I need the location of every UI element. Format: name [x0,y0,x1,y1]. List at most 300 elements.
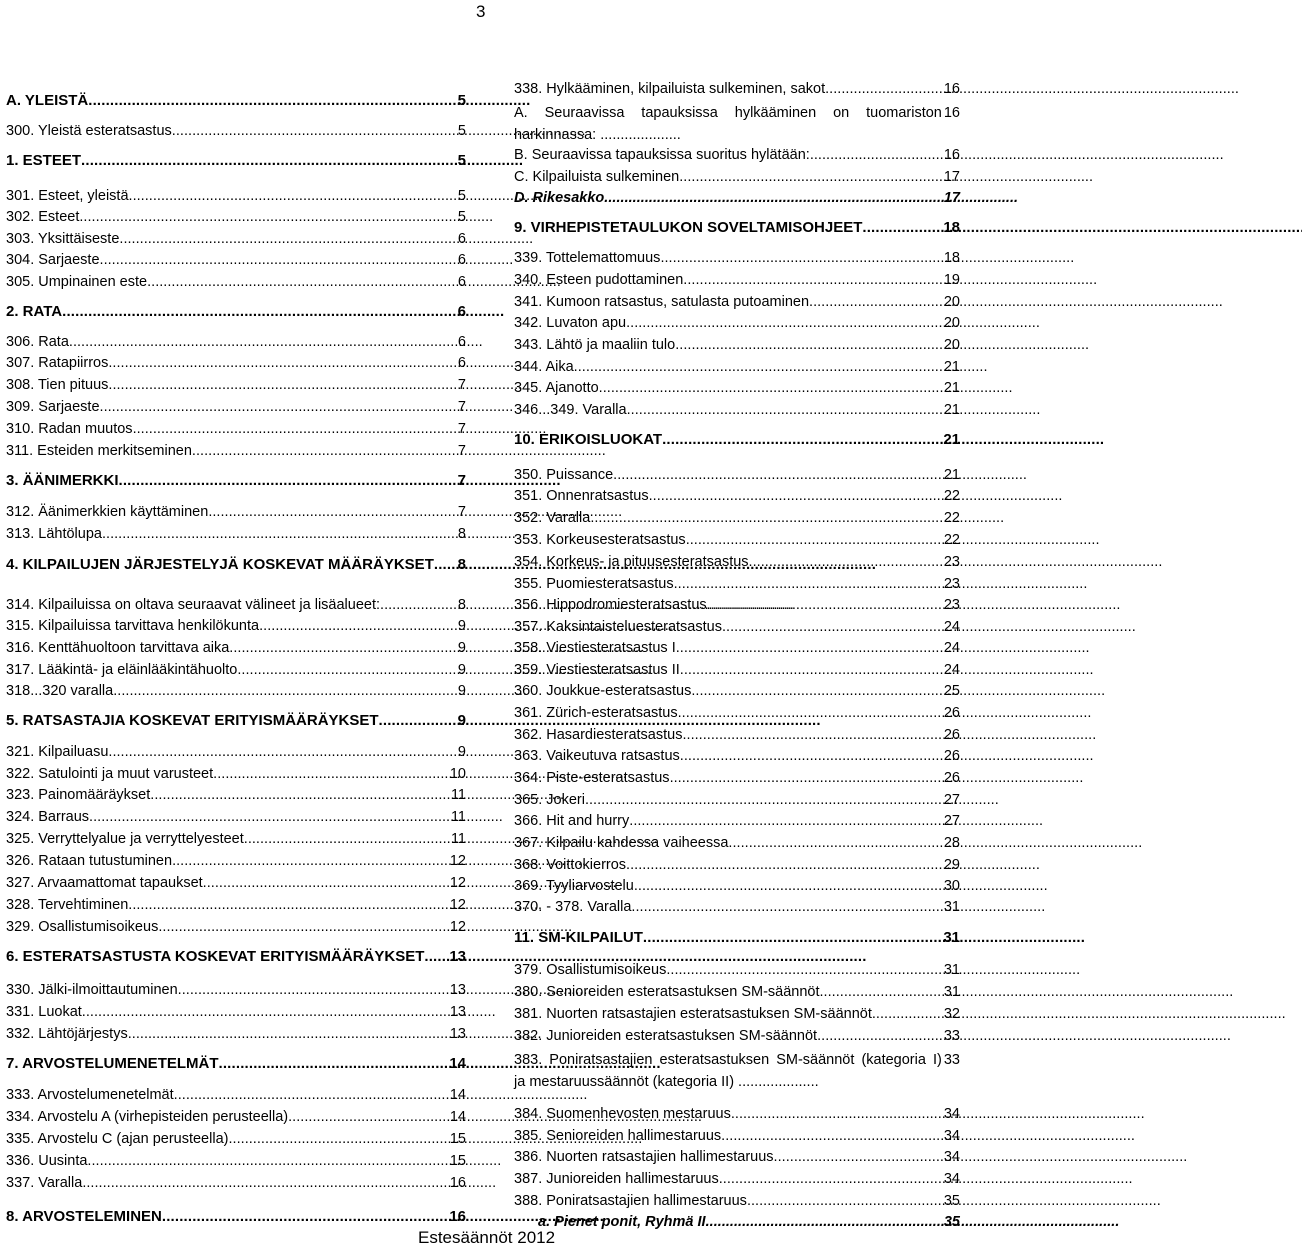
toc-entry [514,898,960,916]
toc-entry-page: 15 [449,1131,466,1147]
toc-entry-page: 26 [943,770,960,786]
toc-entry-title: 333. Arvostelumenetelmät [6,1087,174,1103]
toc-entry-title: 315. Kilpailuissa tarvittava henkilökunta [6,618,260,634]
dot-leader [150,786,449,804]
toc-entry-title: 360. Joukkue-esteratsastus [514,683,692,699]
toc-entry-page: 11 [450,787,466,803]
toc-entry [514,379,960,397]
toc-entry-title: 1. ESTEET [6,152,82,169]
dot-leader [434,556,456,574]
dot-leader [87,1152,447,1170]
toc-entry-page: 31 [943,929,960,946]
toc-entry [514,747,960,765]
toc-entry-page: 12 [449,897,466,913]
dot-leader [627,401,942,419]
toc-entry [6,1130,466,1148]
toc-entry-title: 331. Luokat [6,1004,82,1020]
toc-entry-page: 5 [457,209,466,225]
toc-entry [6,208,466,226]
toc-entry-page: 14 [449,1055,466,1072]
dot-leader [682,726,941,744]
toc-entry [6,786,466,804]
toc-entry-page: 7 [457,472,466,489]
toc-entry [6,1108,466,1126]
toc-entry-page: 22 [943,510,960,526]
dot-leader [679,168,942,186]
dot-leader [810,146,942,164]
toc-entry-page: 8 [457,597,466,613]
toc-entry [6,354,466,372]
toc-entry-page: 27 [943,813,960,829]
toc-entry-title: 306. Rata [6,334,69,350]
dot-leader [706,1213,942,1231]
toc-entry-title: 301. Esteet, yleistä [6,188,129,204]
toc-entry-title: 346...349. Varalla [514,402,627,418]
toc-entry-title: 318...320 varalla [6,683,114,699]
dot-leader [113,682,456,700]
dot-leader [119,472,456,490]
page-number: 3 [476,2,486,21]
toc-entry-title: 365. Jokeri [514,792,585,808]
toc-entry [6,808,466,826]
toc-entry-title: 325. Verryttelyalue ja verryttelyesteet [6,831,244,847]
toc-entry-page: 14 [449,1087,466,1103]
dot-leader [147,273,456,291]
toc-entry [6,661,466,679]
dot-leader [102,525,456,543]
dot-leader [872,1005,942,1023]
toc-entry-page: 31 [943,984,960,1000]
toc-entry-page: 23 [943,554,960,570]
toc-entry-title: 385. Senioreiden hallimestaruus [514,1128,722,1144]
toc-entry [514,983,960,1001]
toc-entry-title: 364. Piste-esteratsastus [514,770,670,786]
dot-leader [722,618,942,636]
toc-entry-page: 33 [943,1052,960,1068]
toc-entry [6,442,466,460]
toc-entry [514,575,960,593]
toc-entry [6,273,466,291]
toc-entry [6,1003,466,1021]
dot-leader [424,948,447,966]
toc-entry-title: 388. Poniratsastajien hallimestaruus [514,1193,747,1209]
dot-leader [675,336,942,354]
toc-entry-title: 384. Suomenhevosten mestaruus [514,1106,731,1122]
toc-entry-title: 352. Varalla [514,510,591,526]
toc-entry [514,531,960,549]
toc-entry [514,553,960,571]
toc-entry [6,617,466,635]
toc-entry-page: 17 [943,169,960,185]
dot-leader [172,852,448,870]
toc-entry-title: 370. - 378. Varalla [514,899,632,915]
dot-leader [203,874,448,892]
toc-entry-title: 312. Äänimerkkien käyttäminen [6,504,209,520]
dot-leader [574,358,942,376]
toc-entry-title: 302. Esteet [6,209,80,225]
dot-leader [228,1130,447,1148]
toc-entry [6,1025,466,1043]
toc-entry-title: 356. Hippodromiesteratsastus [514,597,707,613]
toc-entry [514,639,960,657]
dot-leader [172,122,456,140]
toc-entry-page: 23 [943,597,960,613]
toc-entry-title: 359. Viestiesteratsastus II [514,662,680,678]
dot-leader [82,1174,448,1192]
toc-entry-title: 336. Uusinta [6,1153,88,1169]
toc-entry [514,189,960,207]
dot-leader [666,961,942,979]
toc-entry [6,765,466,783]
toc-entry-page: 13 [449,948,466,965]
dot-leader [719,1170,942,1188]
toc-entry [6,1208,466,1226]
toc-entry-page: 26 [943,727,960,743]
toc-entry-page: 16 [943,147,960,163]
toc-entry-title: 6. ESTERATSASTUSTA KOSKEVAT ERITYISMÄÄRÄYKSET [6,948,425,965]
toc-entry-title: 369. Tyyliarvostelu [514,878,634,894]
toc-entry [6,230,466,248]
toc-entry-page: 35 [943,1214,960,1230]
toc-entry-title: 366. Hit and hurry [514,813,630,829]
toc-entry-title: 9. VIRHEPISTETAULUKON SOVELTAMISOHJEET [514,219,863,236]
dot-leader [208,503,456,521]
toc-entry [514,929,960,947]
toc-entry-title: 387. Junioreiden hallimestaruus [514,1171,719,1187]
dot-leader [100,398,456,416]
toc-entry [6,981,466,999]
toc-entry-title: 5. RATSASTAJIA KOSKEVAT ERITYISMÄÄRÄYKSET [6,712,379,729]
toc-entry [514,271,960,289]
dot-leader [119,230,456,248]
toc-entry [514,509,960,527]
dot-leader [749,553,942,571]
toc-entry-title: 10. ERIKOISLUOKAT [514,431,663,448]
dot-leader [670,769,942,787]
toc-entry [6,1086,466,1104]
toc-entry-page: 5 [457,92,466,109]
toc-entry [6,830,466,848]
page-footer: Estesäännöt 2012 [418,1228,556,1247]
toc-entry-page: 26 [943,705,960,721]
toc-entry [514,596,960,614]
toc-entry [514,358,960,376]
toc-entry-page: 28 [943,835,960,851]
toc-entry-title: A. Seuraavissa tapauksissa hylkääminen on tuomariston harkinnassa: [514,105,942,143]
toc-entry-page: 34 [943,1128,960,1144]
toc-entry [514,769,960,787]
dot-leader [178,981,448,999]
toc-entry-page: 33 [943,1028,960,1044]
dot-leader [162,1208,447,1226]
dot-leader [825,80,942,98]
toc-entry-page: 17 [943,190,960,206]
toc-entry-title: 382. Junioreiden esteratsastuksen SM-säännöt [514,1028,818,1044]
toc-entry [514,401,960,419]
toc-entry-title: 322. Satulointi ja muut varusteet [6,766,214,782]
toc-entry-title: 334. Arvostelu A (virhepisteiden perusteella) [6,1109,289,1125]
toc-entry-page: 9 [457,662,466,678]
toc-entry-page: 19 [943,272,960,288]
dot-leader [133,420,456,438]
dot-leader [626,856,942,874]
toc-entry-page: 22 [943,488,960,504]
toc-entry [6,743,466,761]
toc-entry-page: 16 [943,105,960,121]
toc-entry-page: 12 [449,919,466,935]
toc-entry-title: 317. Lääkintä- ja eläinlääkintähuolto [6,662,238,678]
dot-leader [613,466,942,484]
toc-entry [514,1192,960,1210]
dot-leader [626,314,942,332]
toc-entry-page: 7 [457,377,466,393]
dot-leader [678,704,942,722]
toc-entry [514,487,960,505]
toc-entry-title: 309. Sarjaeste [6,399,100,415]
dot-leader [649,487,942,505]
dot-leader [820,983,942,1001]
dot-leader [680,661,942,679]
toc-entry-page: 10 [449,766,466,782]
toc-entry-title: 316. Kenttähuoltoon tarvittava aika [6,640,230,656]
dot-leader [707,596,942,614]
toc-entry-title: 314. Kilpailuissa on oltava seuraavat välineet ja lisäalueet: [6,597,381,613]
dot-leader [259,617,456,635]
toc-entry-title: 343. Lähtö ja maaliin tulo [514,337,676,353]
dot-leader [237,661,456,679]
toc-entry [6,251,466,269]
toc-entry [514,1170,960,1188]
dot-leader [229,639,456,657]
toc-entry-title: 311. Esteiden merkitseminen [6,443,192,459]
toc-entry-title: B. Seuraavissa tapauksissa suoritus hylätään: [514,147,810,163]
dot-leader [192,442,456,460]
toc-entry [6,472,466,490]
toc-entry-page: 21 [943,467,960,483]
toc-entry-title: 305. Umpinainen este [6,274,148,290]
toc-entry [6,525,466,543]
toc-entry-title: 340. Esteen pudottaminen [514,272,684,288]
dot-leader [691,682,942,700]
toc-entry [6,1152,466,1170]
toc-entry-page: 18 [943,219,960,236]
toc-entry-title: 344. Aika [514,359,574,375]
toc-entry-page: 21 [943,359,960,375]
dot-leader [62,303,456,321]
toc-entry [514,336,960,354]
dot-leader [108,376,456,394]
toc-entry-page: 20 [943,337,960,353]
toc-entry-title: 3. ÄÄNIMERKKI [6,472,119,489]
toc-entry-title: 304. Sarjaeste [6,252,100,268]
toc-entry-title: 11. SM-KILPAILUT [514,929,643,946]
toc-entry-title: 351. Onnenratsastus [514,488,649,504]
toc-entry [6,333,466,351]
toc-entry [514,661,960,679]
toc-entry [514,102,960,146]
toc-entry-title: 354. Korkeus- ja pituusesteratsastus [514,554,749,570]
dot-leader [128,896,448,914]
toc-entry-page: 11 [450,809,466,825]
toc-entry-page: 35 [943,1193,960,1209]
toc-entry-page: 18 [943,250,960,266]
dot-leader [108,743,456,761]
toc-entry [6,187,466,205]
dot-leader: .................... [734,1074,819,1090]
toc-entry-page: 29 [943,857,960,873]
dot-leader [643,929,941,947]
toc-entry-page: 24 [943,619,960,635]
toc-entry-title: 310. Radan muutos [6,421,133,437]
toc-entry [514,1049,960,1093]
toc-entry-page: 9 [457,640,466,656]
toc-entry-title: 338. Hylkääminen, kilpailuista sulkeminen, sakot [514,81,826,97]
toc-entry-page: 16 [449,1175,466,1191]
toc-entry [514,466,960,484]
toc-entry-title: 8. ARVOSTELEMINEN [6,1208,162,1225]
toc-entry [514,1005,960,1023]
toc-entry [538,1213,960,1231]
toc-entry [6,874,466,892]
dot-leader [288,1108,448,1126]
toc-entry [514,219,960,237]
toc-entry-page: 31 [943,899,960,915]
toc-entry-page: 23 [943,576,960,592]
toc-entry [514,1127,960,1145]
toc-entry [6,303,466,321]
toc-entry-page: 8 [457,556,466,573]
toc-entry-title: 329. Osallistumisoikeus [6,919,159,935]
toc-entry [514,856,960,874]
toc-entry [514,961,960,979]
toc-entry-title: 303. Yksittäiseste [6,231,120,247]
toc-entry-page: 9 [457,712,466,729]
dot-leader: .................... [596,127,681,143]
toc-entry-title: 341. Kumoon ratsastus, satulasta putoaminen [514,294,810,310]
toc-entry-title: 362. Hasardiesteratsastus [514,727,683,743]
toc-entry [6,852,466,870]
dot-leader [674,575,942,593]
dot-leader [244,830,449,848]
toc-entry-title: 358. Viestiesteratsastus I [514,640,676,656]
toc-entry-title: 380. Senioreiden esteratsastuksen SM-säännöt [514,984,820,1000]
toc-entry-page: 25 [943,683,960,699]
dot-leader [629,812,942,830]
toc-entry-title: D. Rikesakko [514,190,605,206]
toc-entry-title: 386. Nuorten ratsastajien hallimestaruus [514,1149,774,1165]
toc-entry-page: 12 [449,875,466,891]
dot-leader [88,92,455,110]
dot-leader [69,333,456,351]
toc-entry [514,168,960,186]
toc-entry-page: 5 [457,188,466,204]
toc-entry [6,398,466,416]
toc-entry-title: 321. Kilpailuasu [6,744,109,760]
toc-entry [514,80,960,98]
toc-entry-page: 24 [943,640,960,656]
dot-leader [634,877,942,895]
dot-leader [81,152,456,170]
dot-leader [219,1055,448,1073]
dot-leader [158,918,448,936]
toc-entry-page: 9 [457,618,466,634]
toc-entry-page: 12 [449,853,466,869]
toc-entry-page: 7 [457,504,466,520]
toc-entry-title: 324. Barraus [6,809,90,825]
toc-entry [514,314,960,332]
toc-entry-page: 6 [457,274,466,290]
toc-entry-page: 21 [943,380,960,396]
toc-entry [6,712,466,730]
toc-entry-title: 350. Puissance [514,467,614,483]
toc-entry [514,249,960,267]
toc-entry-title: 4. KILPAILUJEN JÄRJESTELYJÄ KOSKEVAT MÄÄRÄYKSET [6,556,434,573]
toc-entry-title: 307. Ratapiirros [6,355,109,371]
toc-entry-page: 26 [943,748,960,764]
toc-entry-title: 355. Puomiesteratsastus [514,576,674,592]
toc-entry [6,420,466,438]
toc-entry-title: 308. Tien pituus [6,377,109,393]
toc-entry-page: 7 [457,443,466,459]
toc-entry [514,682,960,700]
toc-entry-page: 13 [449,1004,466,1020]
toc-entry-page: 5 [457,152,466,169]
dot-leader [676,639,942,657]
dot-leader [129,187,456,205]
toc-entry-title: 330. Jälki-ilmoittautuminen [6,982,178,998]
toc-entry [6,152,466,170]
toc-entry-page: 9 [457,683,466,699]
toc-entry-title: 313. Lähtölupa [6,526,102,542]
toc-entry-page: 27 [943,792,960,808]
toc-entry-title: 342. Luvaton apu [514,315,627,331]
dot-leader [660,249,941,267]
dot-leader [379,712,456,730]
toc-entry-title: 326. Rataan tutustuminen [6,853,173,869]
toc-entry-title: 339. Tottelemattomuus [514,250,661,266]
toc-entry [6,92,466,110]
toc-entry-page: 6 [457,231,466,247]
toc-entry-title: 300. Yleistä esteratsastus [6,123,172,139]
toc-entry-title: 7. ARVOSTELUMENETELMÄT [6,1055,219,1072]
toc-entry-page: 15 [449,1153,466,1169]
toc-entry [514,704,960,722]
toc-entry [6,1174,466,1192]
toc-entry [6,376,466,394]
dot-leader [79,208,456,226]
toc-entry-page: 5 [457,123,466,139]
dot-leader [174,1086,448,1104]
toc-entry-page: 7 [457,399,466,415]
toc-entry [6,556,466,574]
toc-entry-title: 363. Vaikeutuva ratsastus [514,748,680,764]
toc-entry [514,1148,960,1166]
toc-entry-page: 14 [449,1109,466,1125]
toc-entry [514,812,960,830]
dot-leader [380,596,456,614]
toc-entry-page: 13 [449,982,466,998]
toc-entry [6,122,466,140]
dot-leader [747,1192,942,1210]
dot-leader [100,251,456,269]
dot-leader [128,1025,448,1043]
toc-entry-page: 32 [943,1006,960,1022]
toc-entry-title: 345. Ajanotto [514,380,599,396]
dot-leader [809,293,942,311]
toc-entry-page: 22 [943,532,960,548]
toc-entry-page: 16 [449,1208,466,1225]
toc-entry [6,639,466,657]
